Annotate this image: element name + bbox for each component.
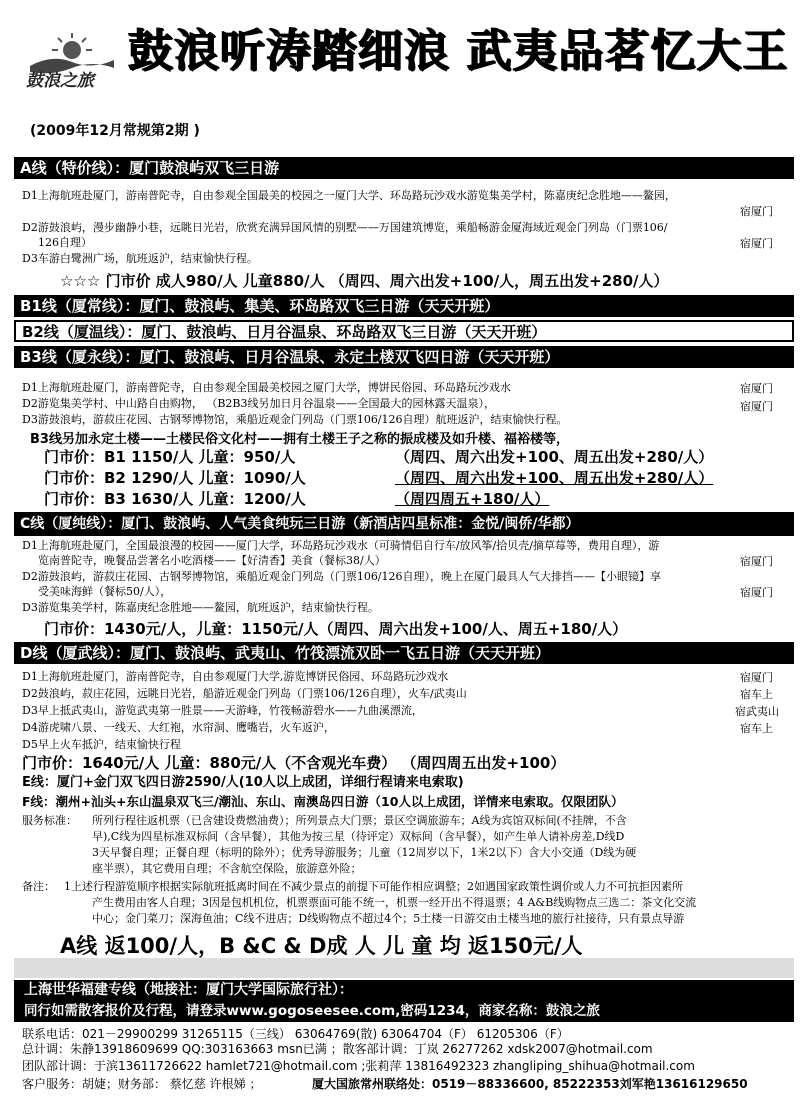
notes-line: 产生费用由客人自理；3因是包机机位，机票票面可能不统一，机票一经开出不得退票；4 A&B线购物点三选二：茶文化交流 <box>92 896 697 909</box>
notes-line: 中心；金门菜刀；深海鱼油；C线不进店；D线购物点不超过4个；5土楼一日游交由土楼当地的旅行社接待，只有景点导游 <box>92 912 685 925</box>
notes-label: 备注： <box>22 880 55 893</box>
line-d-day: D2鼓浪屿，菽庄花园，远眺日光岩，船游近观金门列岛（门票106/126自理），火车/武夷山 <box>22 687 467 700</box>
line-b3-bar: B3线（厦永线）：厦门、鼓浪屿、日月谷温泉、永定土楼双飞四日游（天天开班） <box>14 346 794 368</box>
line-a-bar: A线（特价线）：厦门鼓浪屿双飞三日游 <box>14 157 794 179</box>
line-d-day-tag: 宿车上 <box>740 688 773 701</box>
line-b3-d2: D2游览集美学村、中山路自由购物， （B2B3线另加日月谷温泉——全国最大的园林露天温泉）， <box>22 397 495 410</box>
line-f: F线：潮州+汕头+东山温泉双飞三/潮汕、东山、南澳岛四日游（10人以上成团，详情来电索取。仅限团队） <box>22 794 624 809</box>
footer-agency-line: 上海世华福建专线（地接社：厦门大学国际旅行社）： <box>14 980 794 1000</box>
b2-price-label: 门市价：B2 1290/人 儿童：1090/人 <box>44 469 306 487</box>
service-label: 服务标准： <box>22 814 77 827</box>
notes-line: 1上述行程游览顺序根据实际航班抵离时间在不减少景点的前提下可能作相应调整；2如遇国家政策性调价或人力不可抗拒因素所 <box>64 880 683 893</box>
line-b3-d2-tag: 宿厦门 <box>740 400 773 413</box>
line-d-day: D1上海航班赴厦门，游南普陀寺，自由参观厦门大学,游览博饼民俗园、环岛路玩沙戏水 <box>22 670 449 683</box>
b2-price-note: （周四、周六出发+100、周五出发+280/人） <box>395 469 714 487</box>
line-b1-bar: B1线（厦常线）：厦门、鼓浪屿、集美、环岛路双飞三日游（天天开班） <box>14 295 794 317</box>
line-b3-d3: D3游鼓浪屿，游菽庄花园、古钢琴博物馆，乘船近观金门列岛（门票106/126自理）航班返沪，结束愉快行程。 <box>22 413 568 426</box>
contact-team: 团队部计调：于滨13611726622 hamlet721@hotmail.com ;张莉萍 13816492323 zhangliping_shihua@hotmail.com <box>22 1059 695 1073</box>
page-title: 鼓浪听涛踏细浪 武夷品茗忆大王 <box>128 24 789 77</box>
line-c-d2: D2游鼓浪屿，游菽庄花园、古钢琴博物馆，乘船近观金门列岛（门票106/126自理），晚上在厦门最具人气大排挡——【小眼镜】享 <box>22 570 662 583</box>
line-c-d2b: 受美味海鲜（餐标50/人）， <box>38 585 172 598</box>
line-d-price: 门市价：1640元/人 儿童：880元/人（不含观光车费） （周四周五出发+100） <box>22 754 566 772</box>
service-line: 所列行程往返机票（已含建设费燃油费）；所列景点大门票；景区空调旅游车；A线为宾馆双标间(不挂牌，不含 <box>92 814 627 827</box>
line-c-d3: D3游览集美学村，陈嘉庚纪念胜地——鳌园，航班返沪，结束愉快行程。 <box>22 601 379 614</box>
line-d-day-tag: 宿厦门 <box>740 671 773 684</box>
line-d-day: D3早上抵武夷山，游览武夷第一胜景——天游峰，竹筏畅游碧水——九曲溪漂流， <box>22 704 423 717</box>
line-a-d2: D2游鼓浪屿，漫步幽静小巷，远眺日光岩，欣赏充满异国风情的别墅——万国建筑博览，乘船畅游金厦海域近观金门列岛（门票106/ <box>22 221 668 234</box>
service-line: 座半票），其它费用自理；不含航空保险，旅游意外险； <box>92 862 362 875</box>
line-a-d1-tag: 宿厦门 <box>740 205 773 218</box>
line-c-d1b: 览南普陀寺，晚餐品尝著名小吃酒楼——【好清香】美食（餐标38/人） <box>38 554 386 567</box>
rebate-banner: A线 返100/人，B &C & D成 人 儿 童 均 返150元/人 <box>60 934 583 958</box>
line-a-d3: D3车游白鹭洲广场，航班返沪，结束愉快行程。 <box>22 252 258 265</box>
line-a-price: ☆☆☆ 门市价 成人980/人 儿童880/人 （周四、周六出发+100/人，周五出发+280/人） <box>60 272 669 290</box>
service-line: 早),C线为四星标准双标间（含早餐），其他为按三星（待评定）双标间（含早餐），如产生单人请补房差,D线D <box>92 830 625 843</box>
logo-text: 鼓浪之旅 <box>26 71 94 91</box>
line-d-bar: D线（厦武线）：厦门、鼓浪屿、武夷山、竹筏漂流双卧一飞五日游（天天开班） <box>14 642 794 664</box>
line-b3-d1-tag: 宿厦门 <box>740 382 773 395</box>
b3-price-label: 门市价：B3 1630/人 儿童：1200/人 <box>44 490 306 508</box>
line-a-d1: D1上海航班赴厦门，游南普陀寺，自由参观全国最美的校园之一厦门大学、环岛路玩沙戏水游览集美学村，陈嘉庚纪念胜地——鳌园， <box>22 189 676 202</box>
line-c-d1-tag: 宿厦门 <box>740 555 773 568</box>
line-d-day-tag: 宿武夷山 <box>735 705 779 718</box>
line-a-d2-tag: 宿厦门 <box>740 237 773 250</box>
contact-changzhou: 厦大国旅常州联络处：0519－88336600, 85222353刘军艳13616129650 <box>312 1077 748 1091</box>
line-b3-extra: B3线另加永定土楼——土楼民俗文化村——拥有土楼王子之称的振成楼及如升楼、福裕楼等， <box>30 432 569 447</box>
contact-planner: 总计调：朱静13918609699 QQ:303163663 msn已满 ；散客部计调：丁岚 26277262 xdsk2007@hotmail.com <box>22 1042 653 1056</box>
footer-website-line: 同行如需散客报价及行程，请登录www.gogoseesee.com,密码1234，商家名称：鼓浪之旅 <box>14 1000 794 1022</box>
line-e: E线：厦门+金门双飞四日游2590/人(10人以上成团，详细行程请来电索取) <box>22 775 464 790</box>
line-b2-bar: B2线（厦温线）：厦门、鼓浪屿、日月谷温泉、环岛路双飞三日游（天天开班） <box>14 320 794 342</box>
line-c-bar: C线（厦纯线）：厦门、鼓浪屿、人气美食纯玩三日游（新酒店四星标准：金悦/闽侨/华都） <box>14 512 794 536</box>
line-b3-d1: D1上海航班赴厦门，游南普陀寺，自由参观全国最美校园之厦门大学，博饼民俗园、环岛路玩沙戏水 <box>22 381 511 394</box>
line-c-price: 门市价：1430元/人，儿童：1150元/人（周四、周六出发+100/人、周五+180/人） <box>44 620 628 638</box>
contact-service: 客户服务：胡婕；财务部： 蔡忆慈 许根娣 ； <box>22 1077 262 1091</box>
contact-phone: 联系电话：021－29900299 31265115（三线） 63064769(散) 63064704（F） 61205306（F） <box>22 1027 569 1041</box>
line-a-d2b: 126自理） <box>38 236 92 249</box>
service-line: 3天早餐自理；正餐自理（标明的除外）；优秀导游服务；儿童（12周岁以下，1米2以下）含大小交通（D线为硬 <box>92 846 637 859</box>
line-d-day-tag: 宿车上 <box>740 722 773 735</box>
issue-label: (2009年12月常规第2期 ) <box>30 123 200 139</box>
line-d-day: D4游虎啸八景、一线天、大红袍，水帘洞、鹰嘴岩，火车返沪， <box>22 721 335 734</box>
b3-price-note: （周四周五+180/人） <box>395 490 550 508</box>
line-c-d2-tag: 宿厦门 <box>740 586 773 599</box>
b1-price-note: （周四、周六出发+100、周五出发+280/人） <box>395 448 714 466</box>
line-d-day: D5早上火车抵沪，结束愉快行程 <box>22 738 181 751</box>
b1-price-label: 门市价：B1 1150/人 儿童：950/人 <box>44 448 296 466</box>
footer-divider <box>14 958 794 978</box>
line-c-d1: D1上海航班赴厦门，全国最浪漫的校园——厦门大学，环岛路玩沙戏水（可骑情侣自行车/放风筝/拾贝壳/摘草莓等，费用自理），游 <box>22 539 660 552</box>
